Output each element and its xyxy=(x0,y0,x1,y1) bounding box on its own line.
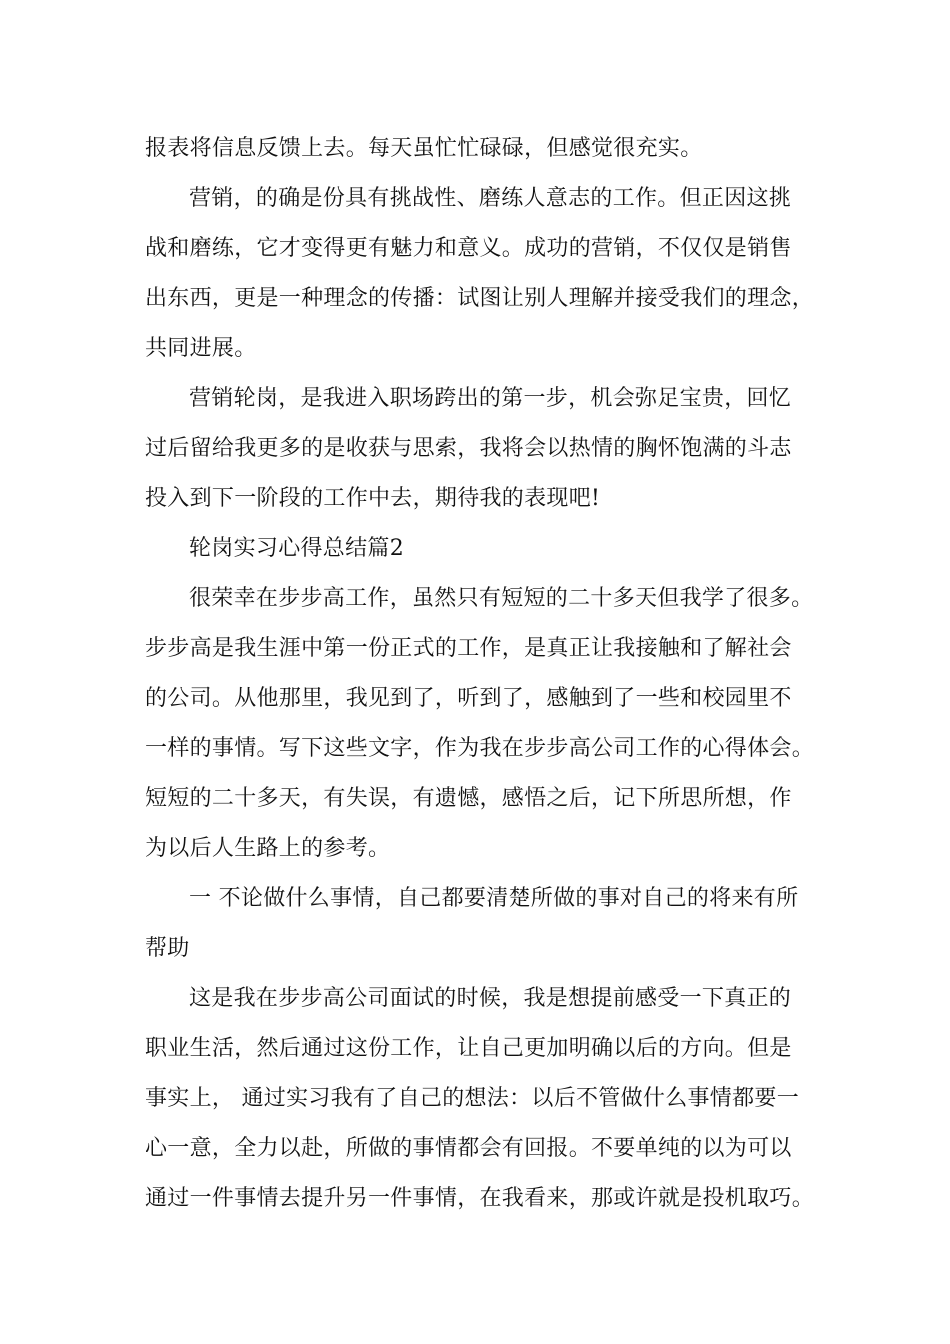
text-line: 通过一件事情去提升另一件事情，在我看来，那或许就是投机取巧。 xyxy=(145,1186,815,1211)
text-line: 职业生活，然后通过这份工作，让自己更加明确以后的方向。但是 xyxy=(145,1036,792,1061)
document-body xyxy=(145,124,825,1224)
subheading-line: 一 不论做什么事情，自己都要清楚所做的事对自己的将来有所 xyxy=(189,886,799,911)
paragraph-first-line: 很荣幸在步步高工作，虽然只有短短的二十多天但我学了很多。 xyxy=(189,586,814,611)
text-line: 共同进展。 xyxy=(145,336,257,361)
text-line: 为以后人生路上的参考。 xyxy=(145,836,391,861)
text-line: 过后留给我更多的是收获与思索，我将会以热情的胸怀饱满的斗志 xyxy=(145,436,792,461)
text-line: 的公司。从他那里，我见到了，听到了，感触到了一些和校园里不 xyxy=(145,686,792,711)
paragraph-first-line: 这是我在步步高公司面试的时候，我是想提前感受一下真正的 xyxy=(189,986,792,1011)
text-line: 事实上， 通过实习我有了自己的想法：以后不管做什么事情都要一 xyxy=(145,1086,799,1111)
paragraph-first-line: 营销轮岗，是我进入职场跨出的第一步，机会弥足宝贵，回忆 xyxy=(189,386,792,411)
text-line: 战和磨练，它才变得更有魅力和意义。成功的营销，不仅仅是销售 xyxy=(145,236,792,261)
paragraph-first-line: 营销，的确是份具有挑战性、磨练人意志的工作。但正因这挑 xyxy=(189,186,792,211)
text-line: 一样的事情。写下这些文字，作为我在步步高公司工作的心得体会。 xyxy=(145,736,815,761)
subheading-line: 帮助 xyxy=(145,936,190,961)
section-heading: 轮岗实习心得总结篇2 xyxy=(189,536,404,561)
text-line: 短短的二十多天，有失误，有遗憾，感悟之后，记下所思所想，作 xyxy=(145,786,792,811)
text-line: 投入到下一阶段的工作中去，期待我的表现吧! xyxy=(145,486,601,511)
text-line: 步步高是我生涯中第一份正式的工作，是真正让我接触和了解社会 xyxy=(145,636,792,661)
text-line: 报表将信息反馈上去。每天虽忙忙碌碌，但感觉很充实。 xyxy=(145,136,703,161)
text-line: 出东西，更是一种理念的传播：试图让别人理解并接受我们的理念， xyxy=(145,286,815,311)
text-line: 心一意，全力以赴，所做的事情都会有回报。不要单纯的以为可以 xyxy=(145,1136,792,1161)
